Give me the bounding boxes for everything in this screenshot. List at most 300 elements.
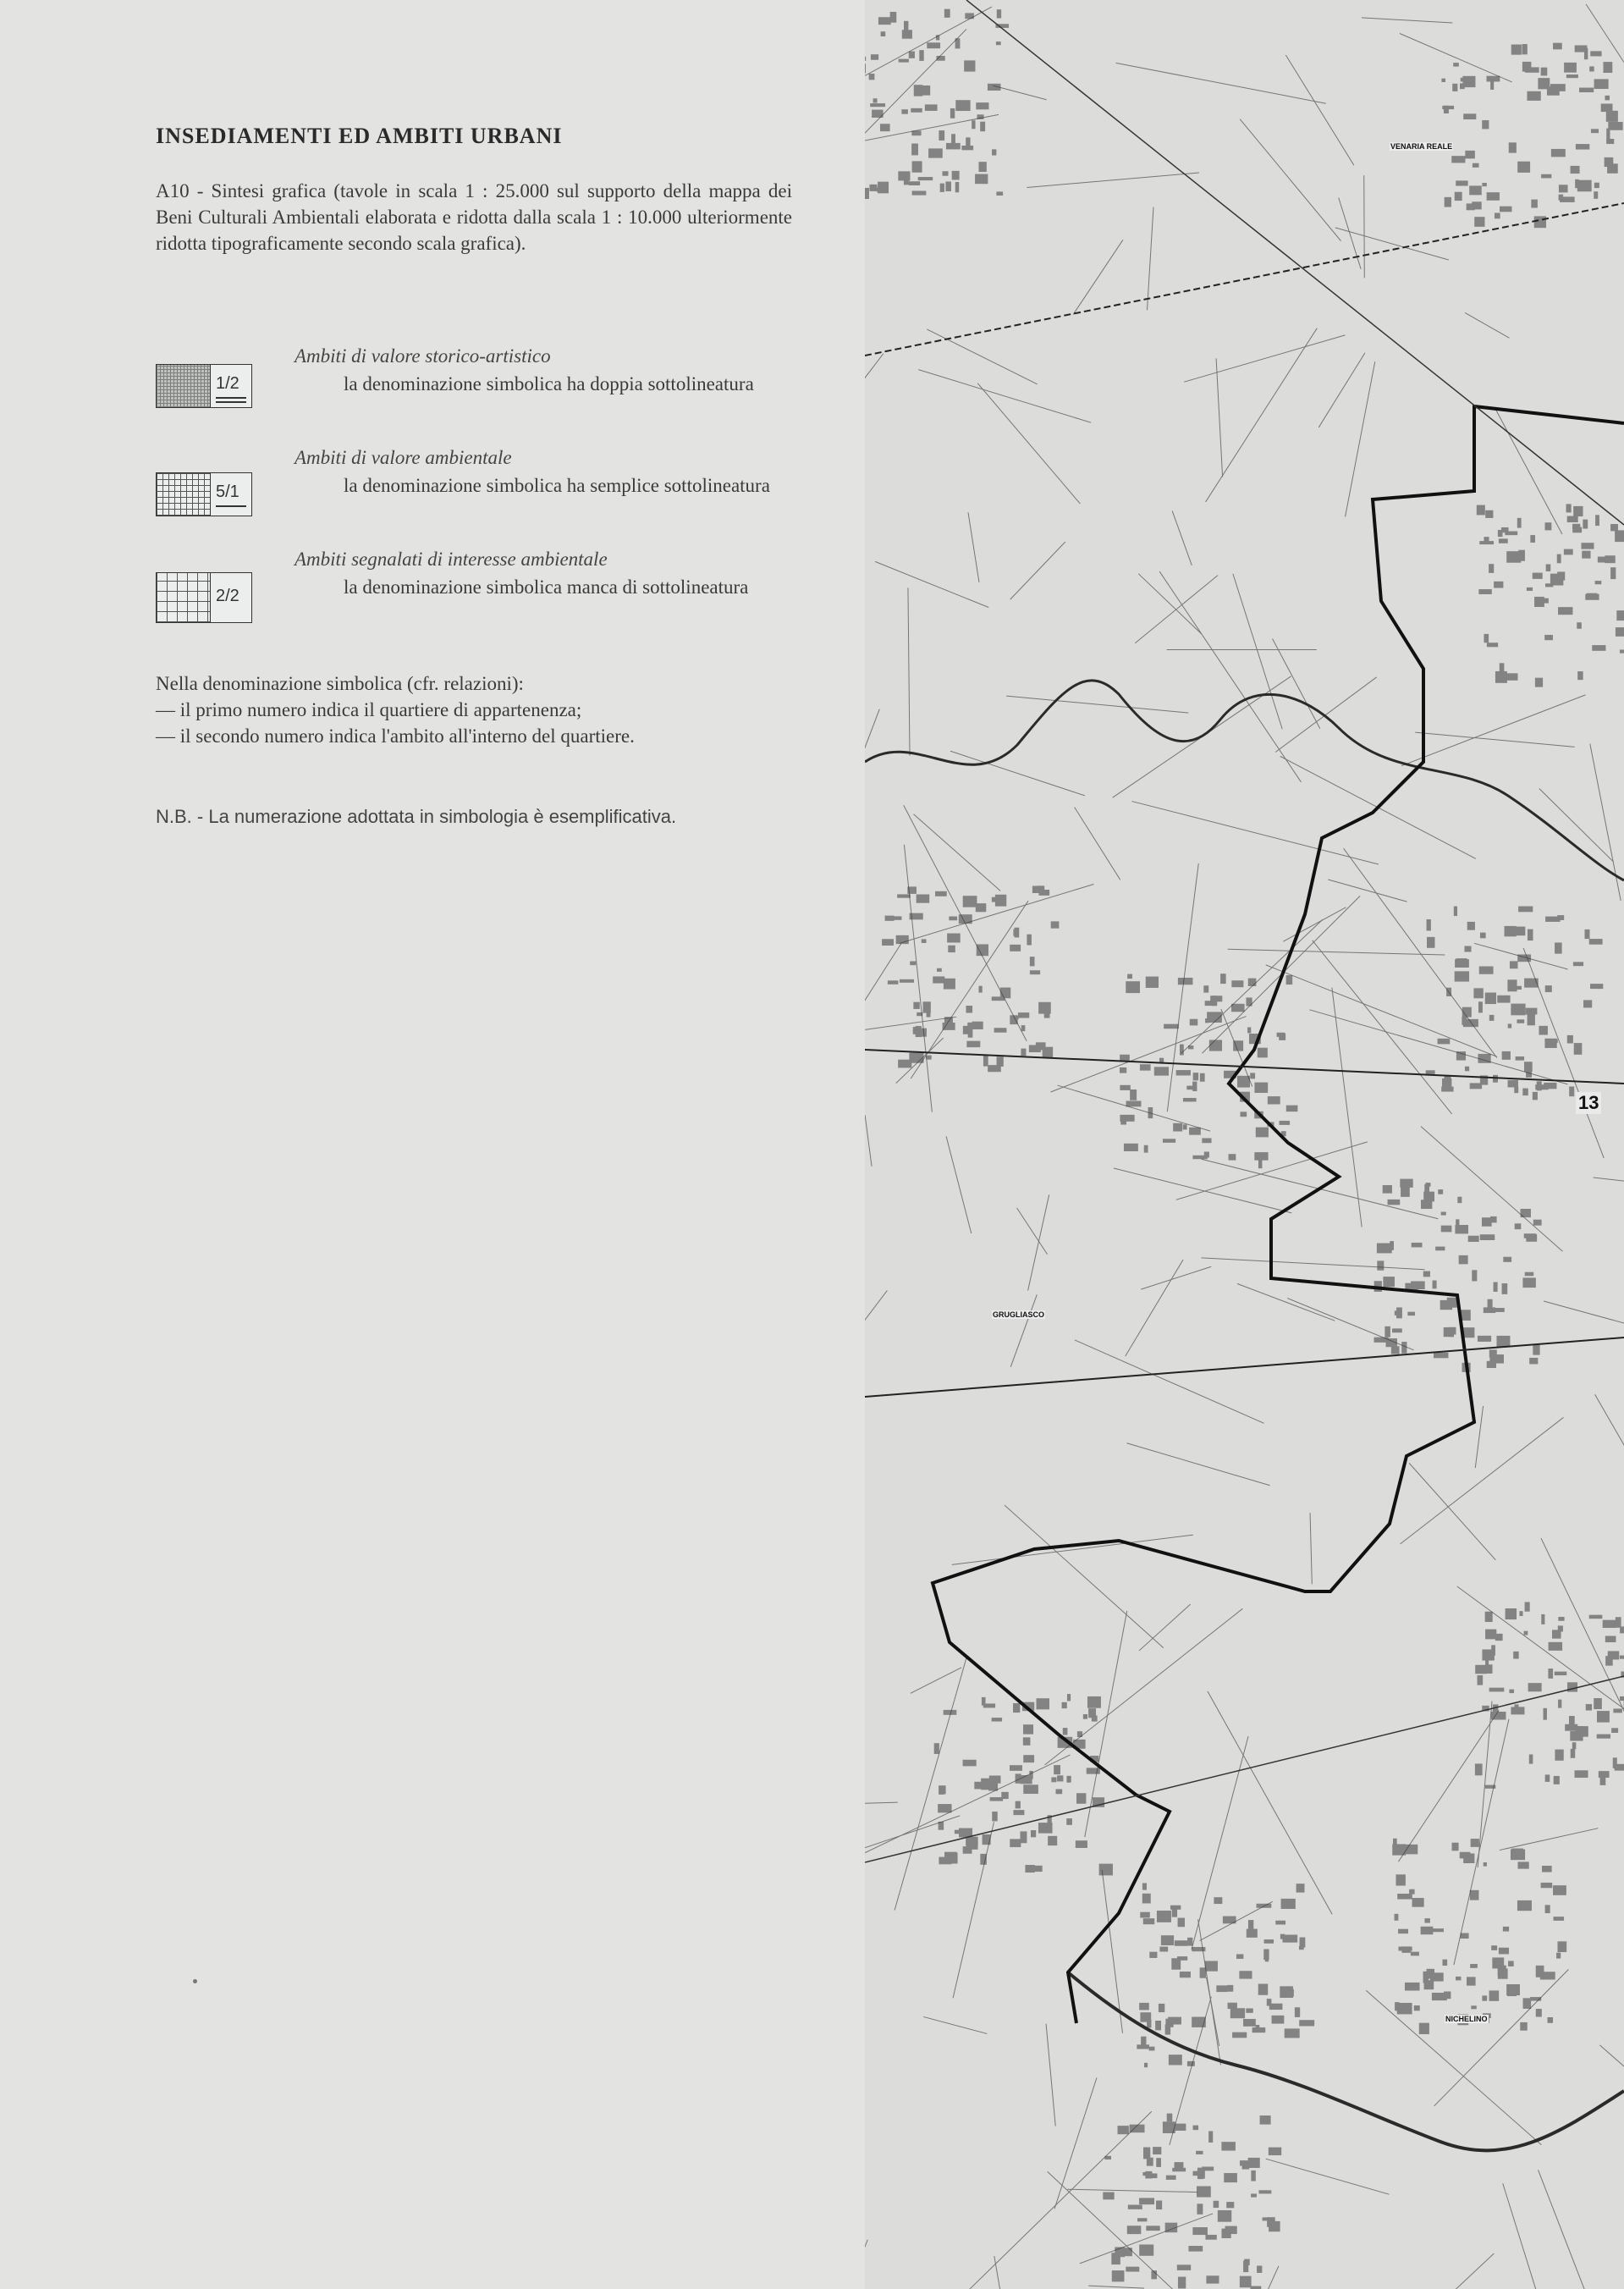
map-building-block [967, 1023, 974, 1029]
map-building-block [1438, 1039, 1451, 1045]
map-building-block [1178, 2277, 1186, 2289]
map-building-block [1485, 510, 1493, 518]
map-building-block [1513, 1652, 1518, 1659]
map-building-block [1139, 2244, 1153, 2255]
map-building-block [1257, 2266, 1262, 2273]
map-building-block [1592, 645, 1605, 651]
map-building-block [1620, 1656, 1624, 1659]
map-building-block [1606, 129, 1610, 140]
map-building-block [1220, 974, 1226, 984]
map-building-block [1590, 51, 1601, 56]
map-building-block [1163, 1139, 1175, 1143]
map-building-block [995, 895, 1006, 907]
map-building-block [1412, 1243, 1423, 1247]
map-building-block [1496, 1336, 1510, 1347]
map-building-block [1594, 183, 1599, 188]
place-label: NICHELINO [1445, 2015, 1488, 2023]
map-building-block [1594, 79, 1609, 89]
map-building-block [1143, 2148, 1150, 2159]
map-building-block [1183, 1098, 1197, 1101]
map-building-block [1281, 1899, 1296, 1909]
map-building-block [1540, 1972, 1555, 1979]
map-building-block [1486, 1664, 1493, 1674]
map-building-block [1529, 1358, 1538, 1364]
map-building-block [1495, 212, 1500, 218]
map-building-block [1589, 66, 1594, 71]
map-building-block [1470, 1964, 1478, 1968]
map-building-block [1559, 185, 1568, 192]
map-building-block [1161, 1935, 1174, 1945]
map-building-block [1029, 1045, 1041, 1052]
map-building-block [1424, 1918, 1429, 1922]
map-building-block [1197, 2204, 1203, 2215]
map-building-block [1103, 2192, 1114, 2200]
map-building-block [1603, 1620, 1616, 1628]
map-building-block [896, 935, 909, 944]
map-building-block [1541, 174, 1551, 179]
legend-description: la denominazione simbolica ha semplice sottolineatura [344, 475, 770, 496]
map-building-block [1192, 1082, 1197, 1091]
map-building-block [1597, 1735, 1610, 1739]
map-building-block [1434, 1353, 1449, 1358]
map-building-block [1558, 1700, 1561, 1708]
map-building-block [1128, 2205, 1142, 2209]
map-building-block [1533, 573, 1543, 579]
map-building-block [1010, 1765, 1022, 1771]
map-building-block [1554, 1917, 1564, 1921]
intro-paragraph: A10 - Sintesi grafica (tavole in scala 1 : 25.000 sul supporto della mappa dei Beni Culturali Ambientali elaborata e ridotta dalla scala 1 : 10.000 ulteriormente ridotta tipograficamente secondo scala grafica). [156, 180, 792, 254]
map-building-block [1613, 1708, 1621, 1713]
map-building-block [955, 38, 961, 48]
map-building-block [1250, 1073, 1255, 1078]
map-building-block [1112, 2270, 1125, 2281]
map-building-block [959, 914, 972, 924]
map-building-block [1479, 966, 1494, 974]
map-building-block [1431, 1928, 1444, 1932]
map-building-block [1490, 80, 1494, 90]
map-building-block [1187, 1938, 1192, 1946]
map-building-block [1487, 192, 1500, 201]
map-building-block [1087, 1768, 1100, 1773]
map-building-block [934, 1743, 939, 1754]
legend-swatch-medium-grid [156, 472, 252, 516]
map-building-block [1171, 1958, 1181, 1969]
map-building-block [948, 946, 955, 952]
page-speck [193, 1979, 197, 1983]
map-building-block [1605, 1636, 1616, 1643]
map-building-block [1600, 1774, 1606, 1785]
map-building-block [1526, 1072, 1532, 1078]
map-building-block [1518, 907, 1533, 913]
map-building-block [1251, 2193, 1257, 2197]
medium-grid-pattern [157, 473, 211, 516]
open-grid-pattern [157, 573, 211, 622]
map-building-block [1473, 163, 1479, 168]
map-building-block [1126, 1100, 1142, 1106]
map-building-block [909, 181, 920, 185]
map-building-block [1468, 1236, 1479, 1242]
legend-title: Ambiti di valore ambientale [295, 447, 512, 468]
map-building-block [1087, 1696, 1101, 1708]
map-building-block [974, 1782, 981, 1790]
map-building-block [1441, 1226, 1452, 1233]
map-building-block [1254, 1083, 1268, 1093]
map-building-block [1000, 988, 1010, 999]
map-building-block [1023, 1755, 1034, 1762]
map-building-block [1527, 91, 1540, 101]
map-building-block [1487, 76, 1500, 82]
map-building-block [1159, 1947, 1168, 1952]
map-building-block [1295, 2007, 1300, 2017]
map-building-block [1227, 1985, 1233, 1992]
map-building-block [1524, 1631, 1528, 1635]
map-building-block [1066, 1776, 1071, 1783]
map-building-block [1143, 1918, 1154, 1924]
map-building-block [1166, 2176, 1176, 2180]
map-building-block [1478, 1336, 1491, 1342]
map-building-block [1155, 2021, 1161, 2030]
map-building-block [1025, 1865, 1034, 1873]
map-building-block [1467, 1977, 1476, 1985]
map-building-block [1525, 1602, 1530, 1612]
map-building-block [1038, 890, 1049, 896]
map-building-block [877, 187, 885, 192]
underline-1 [216, 397, 246, 399]
map-building-block [1537, 1081, 1542, 1090]
map-building-block [1264, 1939, 1274, 1944]
map-building-block [1013, 1810, 1024, 1815]
map-building-block [1558, 1625, 1563, 1631]
map-building-block [1544, 522, 1551, 530]
map-building-block [1461, 1933, 1469, 1939]
map-building-block [961, 146, 973, 150]
map-building-block [914, 85, 923, 96]
map-building-block [988, 84, 1001, 91]
map-building-block [955, 100, 970, 111]
map-building-block [1528, 929, 1533, 940]
map-building-block [1236, 1954, 1243, 1959]
map-building-block [1120, 1067, 1126, 1073]
map-building-block [927, 42, 940, 48]
map-building-block [1587, 593, 1598, 598]
map-building-block [900, 979, 914, 983]
map-building-block [1494, 1282, 1498, 1292]
map-building-block [1608, 122, 1622, 130]
map-building-block [1441, 79, 1445, 82]
map-building-block [1522, 62, 1532, 72]
map-building-block [873, 98, 878, 102]
map-building-block [1471, 2005, 1476, 2009]
map-building-block [1485, 1785, 1495, 1789]
map-building-block [980, 1854, 987, 1865]
map-building-block [1076, 1840, 1087, 1848]
map-building-block [933, 976, 944, 983]
map-building-block [1200, 1073, 1205, 1082]
map-building-block [944, 1710, 957, 1715]
map-building-block [1553, 1885, 1566, 1895]
map-building-block [966, 1006, 972, 1013]
map-building-block [1564, 63, 1577, 73]
map-building-block [1477, 1675, 1483, 1685]
map-building-block [1577, 180, 1592, 192]
map-building-block [1241, 1111, 1247, 1117]
map-building-block [1455, 971, 1469, 981]
map-building-block [1509, 1690, 1514, 1694]
map-building-block [1567, 516, 1578, 522]
map-building-block [1501, 527, 1509, 532]
map-building-block [1214, 1897, 1222, 1904]
map-building-block [878, 17, 891, 25]
map-building-block [890, 12, 897, 23]
map-building-block [922, 939, 927, 943]
map-building-block [1567, 1682, 1577, 1691]
map-building-block [1583, 520, 1588, 529]
map-building-block [1480, 933, 1486, 939]
map-building-block [1062, 1702, 1067, 1708]
map-building-block [1077, 1731, 1082, 1737]
map-building-block [982, 1697, 986, 1706]
map-building-block [1514, 1704, 1518, 1710]
map-building-block [980, 122, 985, 132]
map-building-block [1188, 1045, 1193, 1049]
map-building-block [1452, 84, 1457, 91]
map-building-block [1514, 1087, 1518, 1093]
map-building-block [1280, 1934, 1285, 1939]
map-building-block [1521, 1209, 1531, 1217]
map-building-block [1616, 1617, 1621, 1628]
map-building-block [1460, 83, 1465, 89]
map-building-block [1594, 1698, 1602, 1709]
map-building-block [1522, 1277, 1535, 1288]
map-building-block [1057, 1775, 1063, 1781]
map-building-block [1556, 1953, 1561, 1959]
map-building-block [1391, 1346, 1400, 1354]
map-building-block [1517, 1900, 1532, 1911]
map-building-block [1205, 1961, 1218, 1971]
legend-title: Ambiti di valore storico-artistico [295, 345, 551, 367]
map-building-block [1010, 945, 1021, 951]
map-building-block [1144, 1145, 1148, 1153]
map-building-block [1193, 2126, 1199, 2131]
map-building-block [928, 148, 943, 157]
map-building-block [1591, 129, 1599, 133]
map-building-block [1192, 2017, 1206, 2027]
map-building-block [1474, 217, 1484, 227]
map-building-block [996, 41, 1001, 45]
map-building-block [1601, 103, 1613, 112]
map-building-block [1165, 2024, 1170, 2034]
map-building-block [1224, 2173, 1237, 2182]
map-building-block [1280, 1121, 1291, 1125]
map-building-block [1554, 1776, 1560, 1784]
map-building-block [1388, 1200, 1401, 1205]
map-building-block [925, 104, 938, 111]
legend-description: la denominazione simbolica ha doppia sottolineatura [344, 373, 754, 394]
map-building-block [922, 1001, 930, 1012]
map-building-block [1010, 1015, 1017, 1024]
map-building-block [1575, 1770, 1588, 1778]
map-building-block [1228, 2003, 1237, 2009]
map-building-block [1258, 1984, 1269, 1995]
map-building-block [1503, 1257, 1511, 1262]
map-building-block [1456, 1977, 1461, 1980]
map-building-block [1571, 1749, 1576, 1758]
map-building-block [1232, 2033, 1247, 2038]
map-building-block [1239, 1971, 1252, 1978]
map-building-block [927, 1012, 931, 1017]
map-building-block [1126, 2267, 1139, 2272]
map-building-block [1462, 1007, 1472, 1018]
map-building-block [1231, 980, 1243, 987]
map-building-block [1478, 589, 1491, 594]
notes-item: — il primo numero indica il quartiere di appartenenza; [156, 699, 582, 720]
map-building-block [1419, 2023, 1429, 2034]
map-building-block [1118, 2126, 1129, 2134]
map-building-block [1409, 1889, 1414, 1895]
map-building-block [1377, 1260, 1384, 1270]
map-building-block [1051, 921, 1060, 928]
map-building-block [955, 182, 959, 192]
map-building-block [1467, 922, 1475, 930]
map-building-block [1120, 1085, 1130, 1090]
map-building-block [1115, 2247, 1125, 2257]
map-building-block [1020, 1831, 1027, 1843]
map-building-block [1616, 627, 1624, 637]
map-building-block [1573, 506, 1583, 516]
map-building-block [1401, 1342, 1407, 1354]
map-building-block [1558, 1617, 1564, 1621]
map-building-block [904, 21, 908, 32]
map-building-block [1221, 2142, 1236, 2150]
map-building-block [1550, 84, 1566, 91]
map-building-block [1395, 2002, 1399, 2010]
map-building-block [935, 891, 947, 896]
map-building-block [1478, 1054, 1490, 1063]
map-building-block [1183, 1124, 1187, 1129]
map-building-block [1248, 2158, 1260, 2168]
map-building-block [1511, 927, 1525, 936]
map-building-block [1076, 1793, 1086, 1804]
map-building-block [1192, 1947, 1205, 1951]
map-building-block [1503, 1927, 1509, 1932]
map-building-block [1010, 1839, 1021, 1847]
map-building-block [1442, 1078, 1451, 1086]
map-building-block [1218, 2210, 1231, 2222]
map-building-block [1445, 197, 1451, 207]
map-building-block [1517, 162, 1530, 173]
map-building-block [1522, 1089, 1528, 1096]
map-building-block [1584, 929, 1589, 939]
map-building-block [1272, 2016, 1285, 2024]
map-building-block [1144, 2063, 1148, 2067]
map-building-block [1589, 939, 1603, 945]
map-building-block [1237, 1076, 1250, 1088]
map-building-block [1541, 1883, 1553, 1888]
map-building-block [1485, 993, 1496, 1005]
map-building-block [1565, 1724, 1577, 1731]
map-building-block [1423, 1271, 1430, 1277]
map-building-block [1551, 149, 1566, 157]
map-building-block [1257, 1904, 1272, 1908]
map-building-block [1510, 961, 1518, 968]
map-building-block [944, 1017, 953, 1027]
map-building-block [1145, 2171, 1152, 2179]
map-building-block [1223, 1917, 1236, 1924]
map-building-block [1404, 1845, 1418, 1855]
map-building-block [1446, 988, 1451, 996]
map-building-block [1285, 2028, 1300, 2038]
map-building-block [1231, 1004, 1245, 1012]
map-building-block [1475, 1763, 1483, 1775]
map-building-block [1021, 1775, 1032, 1784]
map-building-block [1209, 1040, 1222, 1051]
map-building-block [1267, 1999, 1272, 2005]
map-building-block [910, 961, 916, 965]
map-building-block [1140, 1064, 1151, 1070]
map-building-block [1286, 975, 1293, 985]
map-building-block [966, 1041, 980, 1047]
map-building-block [1126, 981, 1140, 993]
map-building-block [1509, 142, 1517, 152]
map-building-block [1462, 76, 1475, 87]
map-building-block [1559, 195, 1564, 201]
map-building-block [1280, 1986, 1293, 1998]
map-building-block [865, 188, 869, 199]
map-building-block [1595, 515, 1599, 526]
map-building-block [1480, 1234, 1495, 1240]
map-building-block [1577, 1726, 1583, 1733]
map-building-block [1440, 1300, 1452, 1310]
map-building-block [1140, 2012, 1151, 2021]
map-building-block [1043, 1047, 1054, 1058]
map-building-block [1173, 1123, 1182, 1132]
map-building-block [1518, 550, 1525, 561]
map-building-block [1442, 1960, 1447, 1966]
map-building-block [1383, 1277, 1395, 1287]
map-building-block [1495, 671, 1507, 683]
map-building-block [1453, 63, 1459, 67]
map-building-block [1176, 1070, 1191, 1075]
map-building-block [1572, 524, 1580, 530]
map-building-block [1385, 1327, 1390, 1338]
map-building-block [1482, 1995, 1487, 2000]
map-building-block [1411, 1952, 1419, 1956]
map-building-block [1545, 1774, 1550, 1781]
map-building-block [1463, 1853, 1474, 1863]
map-building-block [1296, 1884, 1305, 1892]
map-building-block [1190, 1019, 1198, 1026]
place-label: GRUGLIASCO [993, 1310, 1045, 1319]
map-building-block [1557, 571, 1565, 580]
map-building-block [938, 1804, 951, 1812]
map-building-block [1157, 1911, 1171, 1922]
map-building-block [1424, 1980, 1434, 1989]
map-building-block [1139, 2003, 1149, 2010]
map-building-block [1202, 1138, 1211, 1143]
map-building-block [1156, 2158, 1161, 2167]
map-building-block [1147, 2158, 1153, 2166]
map-building-block [1427, 1969, 1434, 1979]
sheet-number: 13 [1576, 1092, 1601, 1114]
map-building-block [1172, 1908, 1177, 1917]
map-building-block [1299, 2020, 1314, 2026]
map-building-block [963, 1760, 977, 1767]
map-building-block [1524, 1233, 1536, 1238]
place-label: VENARIA REALE [1390, 142, 1453, 151]
map-building-block [1421, 1200, 1432, 1209]
map-building-block [1127, 2226, 1142, 2234]
legend-swatch-open-grid [156, 572, 252, 623]
